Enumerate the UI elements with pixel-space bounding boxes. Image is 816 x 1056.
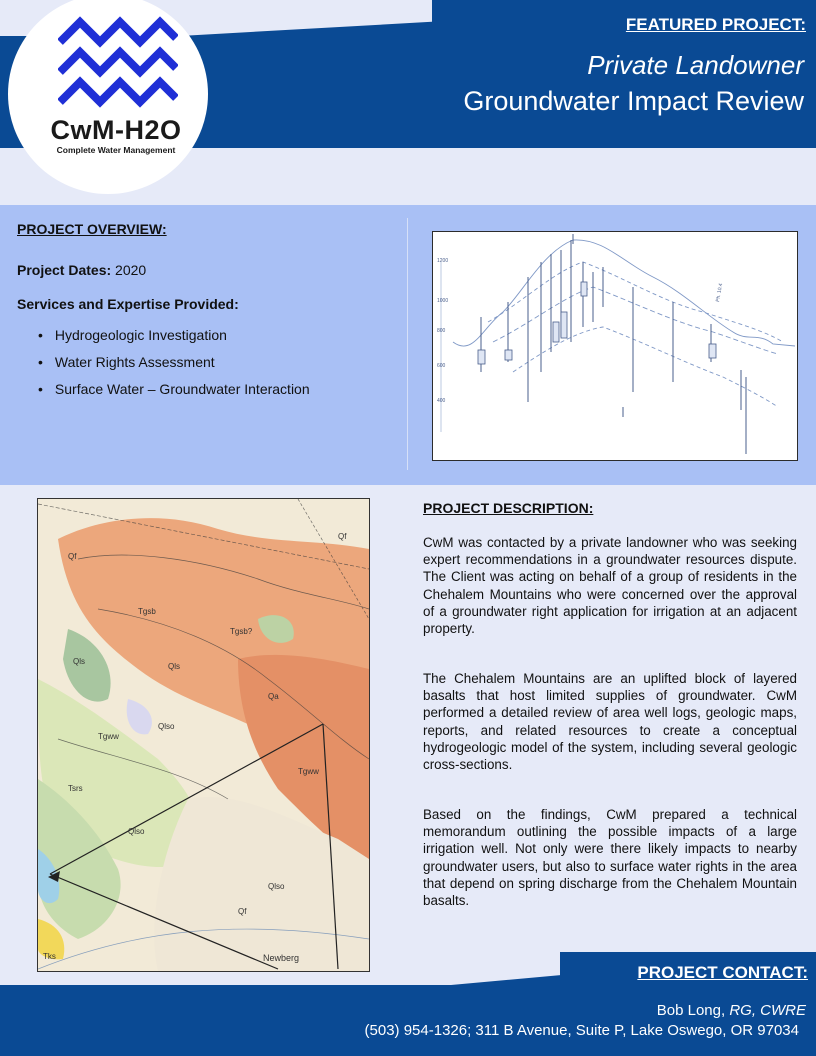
project-dates-value: 2020 xyxy=(115,262,147,278)
contact-name-line: Bob Long, RG, CWRE xyxy=(656,1002,806,1019)
list-item: • Hydrogeologic Investigation xyxy=(38,324,310,351)
featured-project-label: FEATURED PROJECT: xyxy=(625,15,806,34)
map-label: Qf xyxy=(68,552,77,561)
map-label: Qf xyxy=(238,907,247,916)
description-paragraph-1: CwM was contacted by a private landowner who was seeking expert recommendations in a groundwater resources dispute. The Client was acting on behalf of a group of residents in the Chehalem Mountains who were concerned over the approval of a groundwater right application for irrigation at an adjacent property. xyxy=(423,535,797,637)
cross-section-figure xyxy=(432,231,798,461)
project-contact-heading: PROJECT CONTACT: xyxy=(637,963,808,982)
project-title-line1: Private Landowner xyxy=(587,50,804,80)
overview-heading: PROJECT OVERVIEW: xyxy=(17,221,167,237)
description-paragraph-2: The Chehalem Mountains are an uplifted block of layered basalts that host limited supplies of groundwater. CwM performed a detailed review of area well logs, geologic maps, reports, and related resources to create a conceptual hydrogeologic model of the system, including several geologic cross-sections. xyxy=(423,671,797,773)
geologic-map-drawing xyxy=(38,499,369,971)
project-dates xyxy=(17,262,146,278)
svg-text:600: 600 xyxy=(437,363,446,369)
services-heading: Services and Expertise Provided: xyxy=(17,296,239,312)
map-label: Tsrs xyxy=(68,784,83,793)
svg-text:800: 800 xyxy=(437,328,446,334)
description-heading: PROJECT DESCRIPTION: xyxy=(423,500,594,516)
list-item: • Water Rights Assessment xyxy=(38,351,310,378)
map-label: Tgsb? xyxy=(230,627,253,636)
svg-text:1000: 1000 xyxy=(437,298,449,304)
svg-text:1200: 1200 xyxy=(437,258,449,264)
contact-name: Bob Long xyxy=(656,1002,721,1019)
map-label: Qlso xyxy=(158,722,175,731)
geologic-map xyxy=(37,498,370,972)
footer-band xyxy=(0,985,816,1056)
map-label: Qlso xyxy=(268,882,285,891)
project-dates-label: Project Dates: xyxy=(17,262,112,278)
cross-section-drawing xyxy=(433,232,797,460)
map-label: Qa xyxy=(268,692,279,701)
map-label: Tgww xyxy=(298,767,319,776)
overview-divider xyxy=(407,218,408,470)
contact-credentials: RG, CWRE xyxy=(729,1002,806,1019)
list-item: • Surface Water – Groundwater Interaction xyxy=(38,378,310,405)
logo-name: CwM-H2O xyxy=(50,115,182,145)
description-paragraph-3: Based on the findings, CwM prepared a technical memorandum outlining the possible impacts of a large irrigation well. Not only were there likely impacts to nearby groundwater users, but also to surface water rights in the area that depend on spring discharge from the Chehalem Mountain basalts. xyxy=(423,807,797,909)
logo-tagline: Complete Water Management xyxy=(56,145,176,155)
contact-address: (503) 954-1326; 311 B Avenue, Suite P, Lake Oswego, OR 97034 xyxy=(364,1022,799,1039)
svg-text:Ph. 10.4: Ph. 10.4 xyxy=(715,282,725,303)
map-label: Qls xyxy=(73,657,85,666)
map-label: Tgsb xyxy=(138,607,156,616)
map-label: Tgww xyxy=(98,732,119,741)
svg-text:400: 400 xyxy=(437,398,446,404)
map-place-label: Newberg xyxy=(263,953,300,963)
project-title-line2: Groundwater Impact Review xyxy=(463,86,804,116)
map-label: Qlso xyxy=(128,827,145,836)
map-label: Tks xyxy=(43,952,56,961)
logo xyxy=(8,0,208,194)
waves-icon xyxy=(58,14,178,112)
services-list xyxy=(38,324,310,405)
map-label: Qf xyxy=(338,532,347,541)
map-label: Qls xyxy=(168,662,180,671)
